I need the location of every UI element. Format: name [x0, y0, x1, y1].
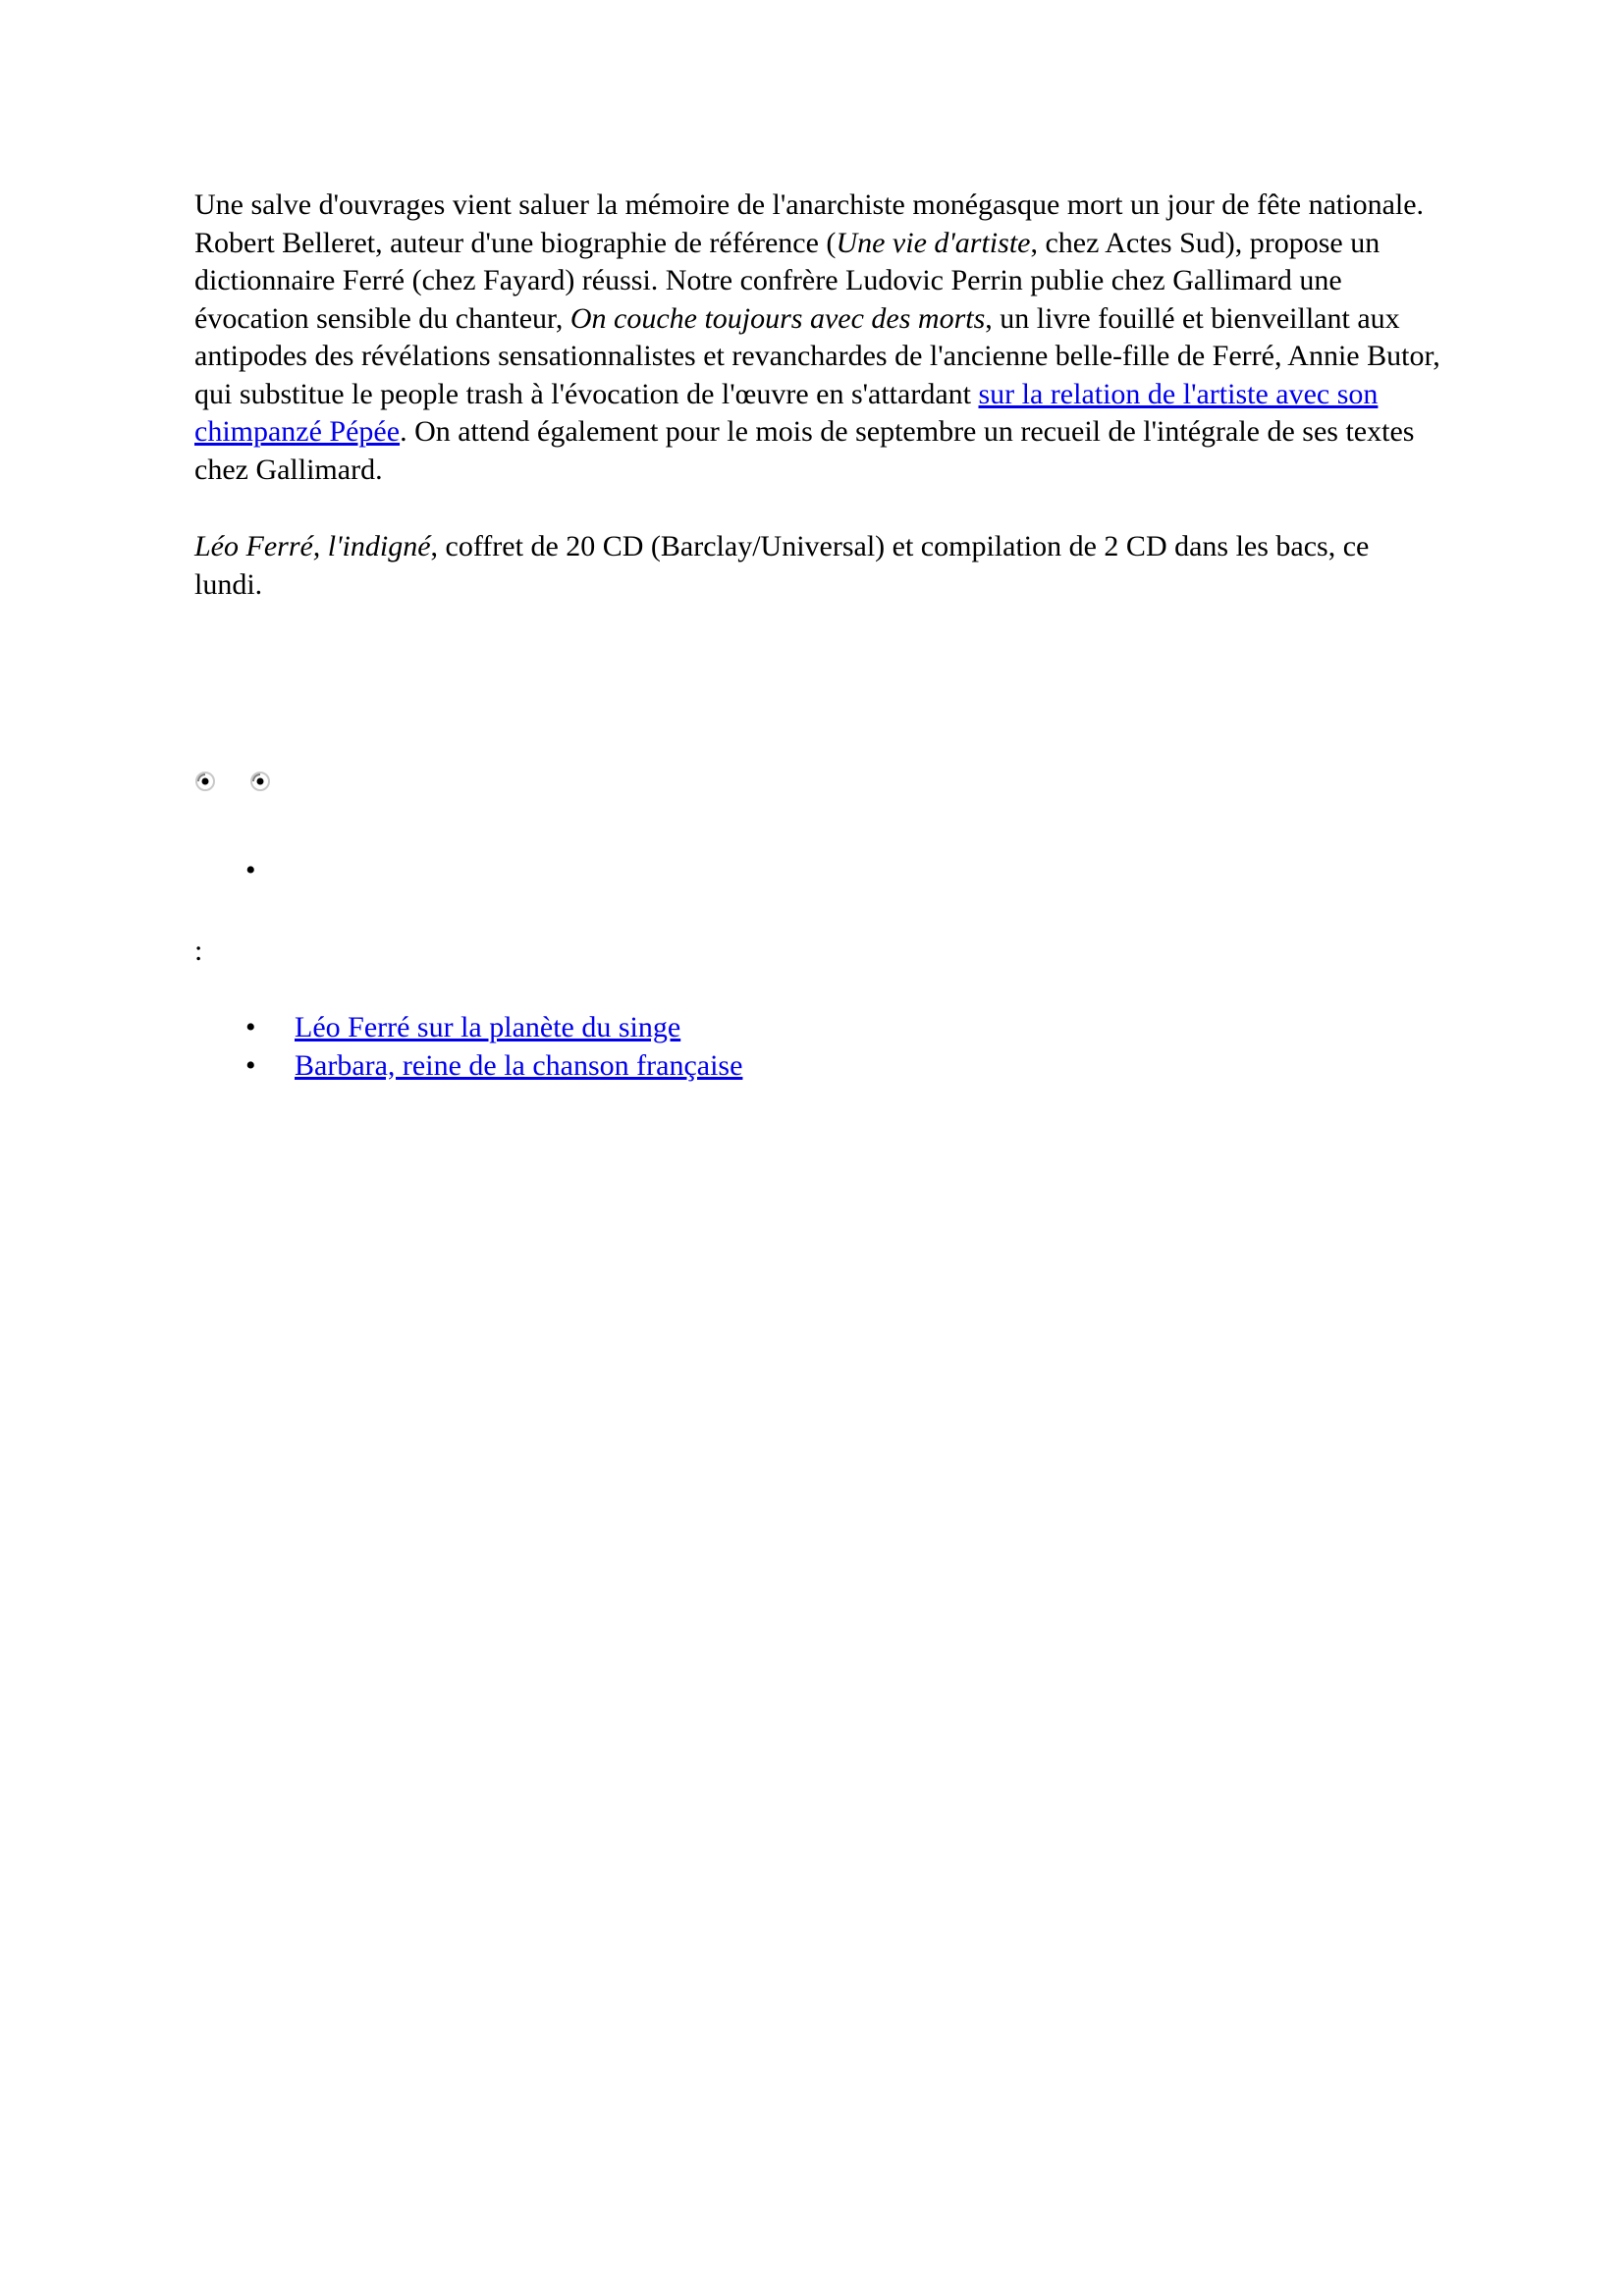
- article-paragraph-2: [194, 528, 1441, 604]
- text-segment: , un livre fouillé et bienveillant aux antipodes des révélations sensationnalistes et revanchardes de l'ancienne belle-fille de Ferré, Annie Butor, qui substitue le people trash à l'évocation de l'œuvre en s'attardant: [194, 301, 1440, 410]
- text-segment: Une salve d'ouvrages vient saluer la mémoire de l'anarchiste monégasque mort un jour de fête nationale. Robert Belleret, auteur d'une biographie de référence (: [194, 188, 1425, 259]
- empty-list: [245, 852, 253, 890]
- book-title: Une vie d'artiste: [836, 226, 1031, 259]
- text-segment: , chez Actes Sud), propose un dictionnaire Ferré (chez Fayard) réussi. Notre confrère Ludovic Perrin publie chez Gallimard une évocation sensible du chanteur,: [194, 226, 1380, 335]
- related-link-barbara[interactable]: Barbara, reine de la chanson française: [295, 1048, 743, 1082]
- radio-button-icon[interactable]: [194, 771, 216, 792]
- text-segment: . On attend également pour le mois de septembre un recueil de l'intégrale de ses textes chez Gallimard.: [194, 415, 1415, 486]
- radio-button-icon[interactable]: [249, 771, 271, 792]
- book-title: On couche toujours avec des morts: [569, 301, 986, 335]
- list-item: [194, 1009, 742, 1047]
- text-segment: , coffret de 20 CD (Barclay/Universal) et compilation de 2 CD dans les bacs, ce lundi.: [194, 530, 1370, 601]
- list-item: [245, 852, 253, 890]
- article-body: [194, 187, 1441, 604]
- article-paragraph-1: [194, 187, 1441, 489]
- related-articles-list: [194, 1009, 742, 1085]
- album-title: Léo Ferré, l'indigné: [194, 530, 431, 562]
- related-link-leo-ferre[interactable]: Léo Ferré sur la planète du singe: [295, 1011, 681, 1043]
- separator-colon: :: [194, 934, 203, 967]
- list-item: [194, 1047, 742, 1086]
- chimpanzee-article-link[interactable]: sur la relation de l'artiste avec son chimpanzé Pépée: [194, 377, 1379, 448]
